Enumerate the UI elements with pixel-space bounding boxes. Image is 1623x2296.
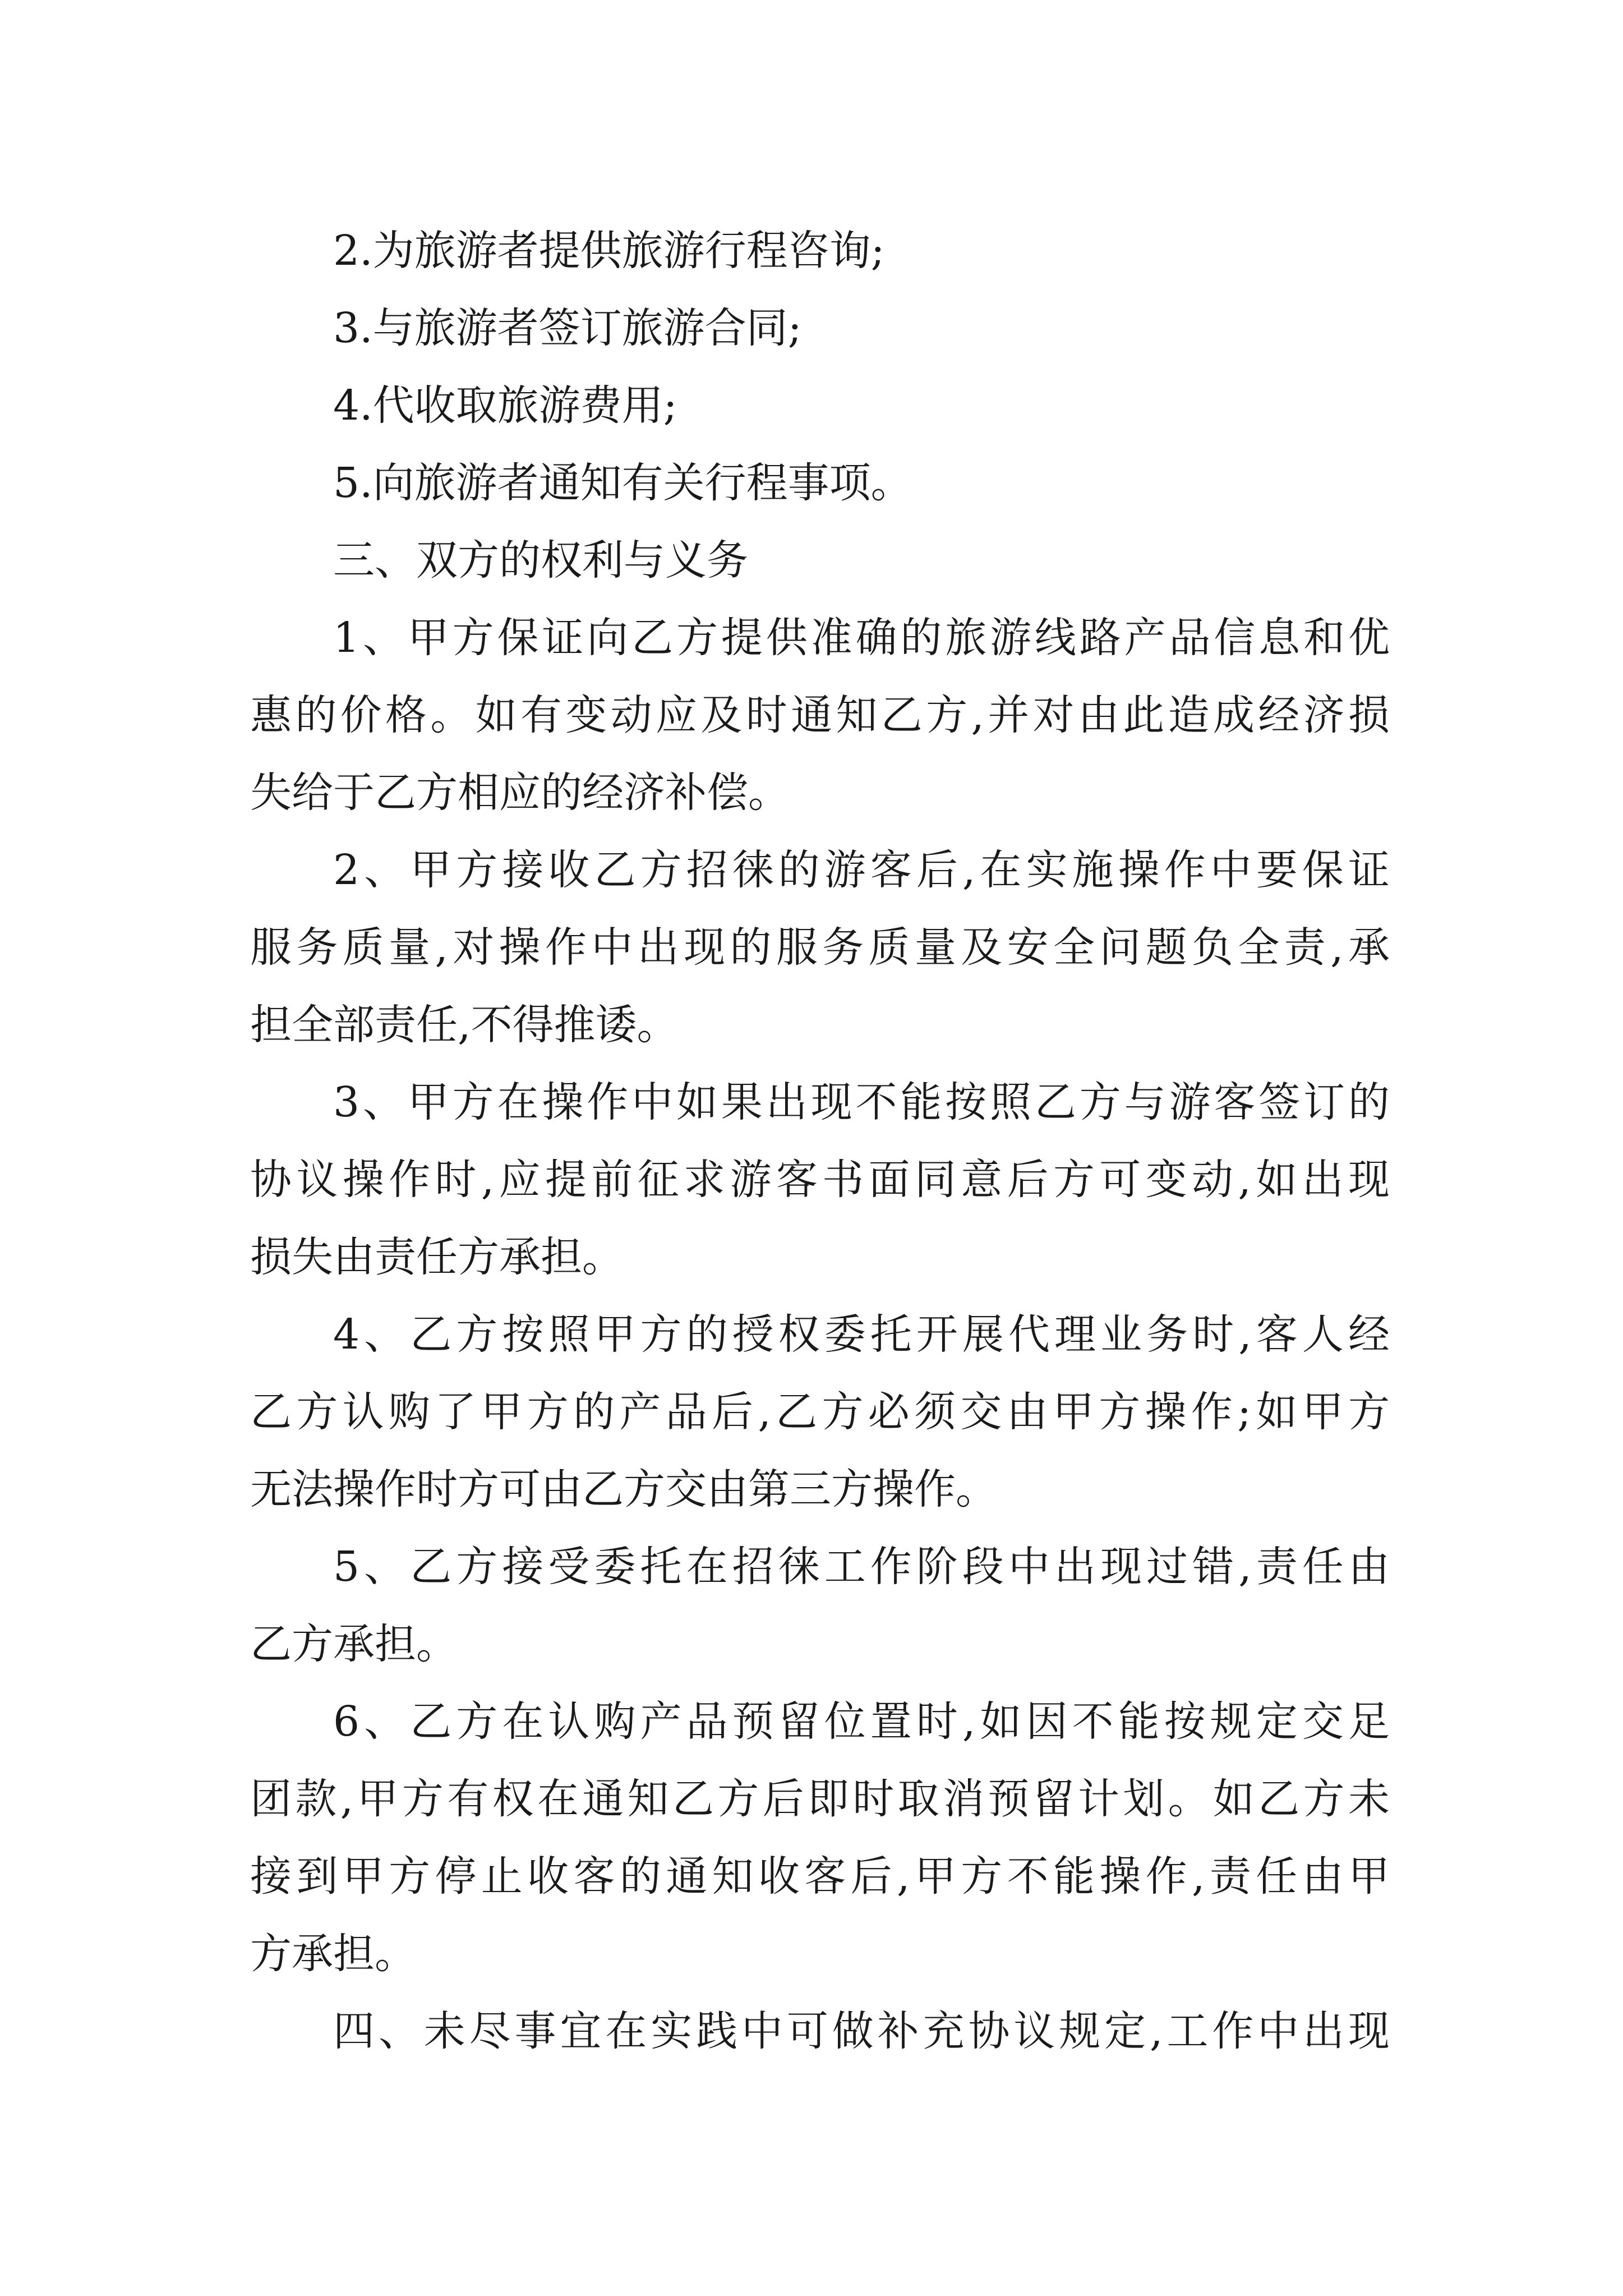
paragraph-line: 4.代收取旅游费用; [333,381,677,430]
paragraph-line: 失给于乙方相应的经济补偿。 [250,769,790,817]
paragraph-line: 担全部责任,不得推诿。 [250,1001,679,1049]
paragraph-line: 4、乙方按照甲方的授权委托开展代理业务时,客人经 [333,1310,1390,1359]
paragraph-line: 3.与旅游者签订旅游合同; [333,304,802,352]
paragraph-line: 2、甲方接收乙方招徕的游客后,在实施操作中要保证 [333,846,1390,894]
paragraph-line: 损失由责任方承担。 [250,1233,624,1281]
paragraph-line: 1、甲方保证向乙方提供准确的旅游线路产品信息和优 [333,614,1390,662]
paragraph-line: 无法操作时方可由乙方交由第三方操作。 [250,1465,997,1513]
paragraph-line: 5、乙方接受委托在招徕工作阶段中出现过错,责任由 [333,1543,1390,1591]
paragraph-line: 乙方承担。 [250,1620,458,1668]
document-body [250,212,1390,2070]
paragraph-line: 团款,甲方有权在通知乙方后即时取消预留计划。如乙方未 [250,1775,1390,1823]
paragraph-line: 5.向旅游者通知有关行程事项。 [333,459,912,507]
paragraph-line: 服务质量,对操作中出现的服务质量及安全问题负全责,承 [250,923,1390,972]
paragraph-line: 2.为旅游者提供旅游行程咨询; [333,227,885,275]
paragraph-line: 四、未尽事宜在实践中可做补充协议规定,工作中出现 [333,2007,1390,2055]
paragraph-line: 乙方认购了甲方的产品后,乙方必须交由甲方操作;如甲方 [250,1388,1390,1436]
paragraph-line: 惠的价格。如有变动应及时通知乙方,并对由此造成经济损 [250,691,1390,739]
paragraph-line: 方承担。 [250,1930,416,1978]
paragraph-line: 3、甲方在操作中如果出现不能按照乙方与游客签订的 [333,1078,1390,1126]
paragraph-line: 6、乙方在认购产品预留位置时,如因不能按规定交足 [333,1697,1390,1746]
paragraph-line: 接到甲方停止收客的通知收客后,甲方不能操作,责任由甲 [250,1852,1390,1901]
section-heading: 三、双方的权利与义务 [333,536,748,585]
paragraph-line: 协议操作时,应提前征求游客书面同意后方可变动,如出现 [250,1156,1390,1204]
